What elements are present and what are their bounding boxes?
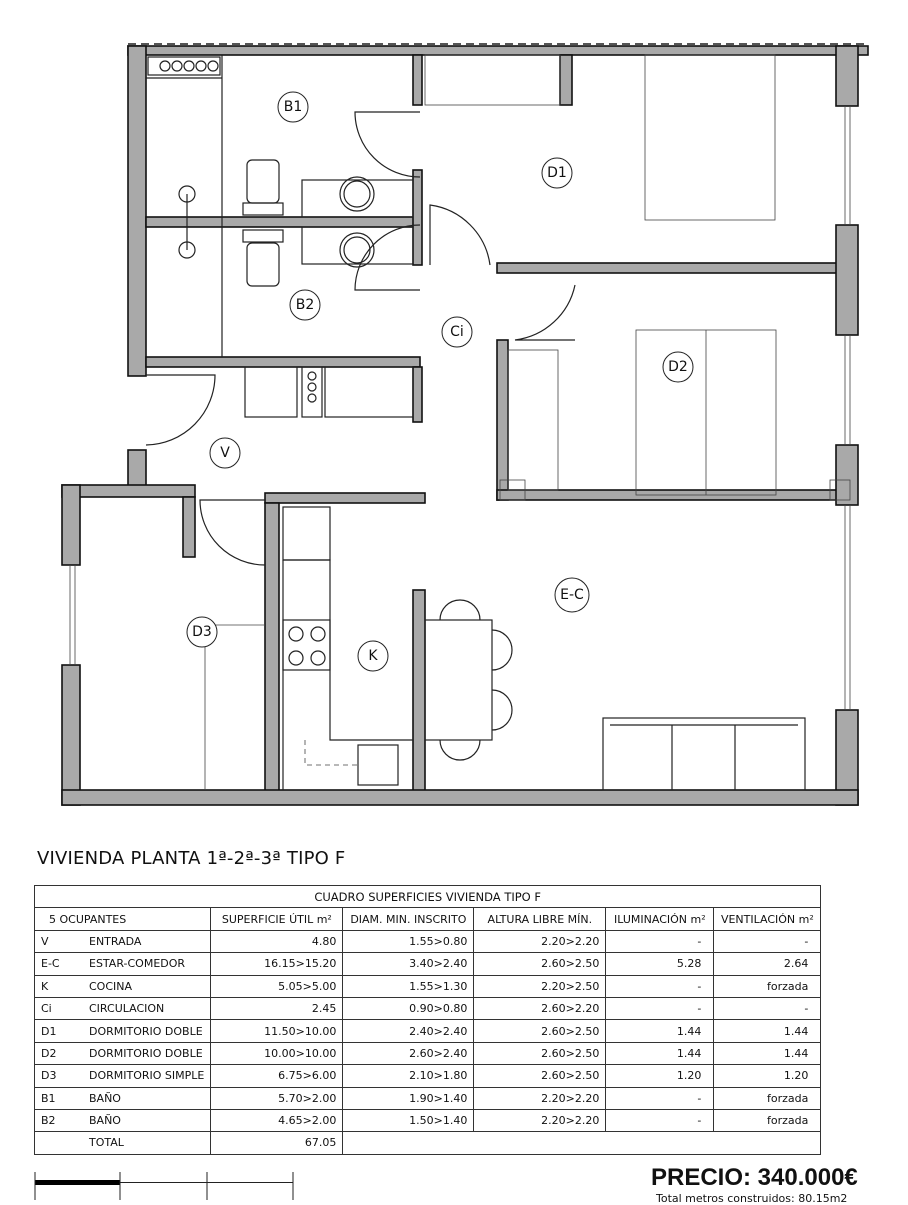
cell-vent: 1.44: [714, 1020, 821, 1042]
room-name: DORMITORIO DOBLE: [89, 1024, 203, 1038]
room-name: ENTRADA: [89, 934, 142, 948]
svg-text:D3: D3: [192, 624, 212, 640]
total-value: 67.05: [211, 1132, 343, 1154]
plan-title: VIVIENDA PLANTA 1ª-2ª-3ª TIPO F: [37, 848, 346, 869]
cell-vent: -: [714, 997, 821, 1019]
cell-alt: 2.60>2.50: [474, 953, 606, 975]
room-cell: [35, 930, 211, 952]
room-cell: [35, 1087, 211, 1109]
cell-ilum: -: [606, 975, 714, 997]
cell-diam: 3.40>2.40: [343, 953, 474, 975]
sofa: [603, 718, 805, 790]
cell-vent: 1.20: [714, 1065, 821, 1087]
cell-ilum: 1.20: [606, 1065, 714, 1087]
room-name: CIRCULACION: [89, 1002, 165, 1016]
cell-vent: forzada: [714, 1109, 821, 1131]
scale-bar: [30, 1168, 310, 1200]
table-total-row: [35, 1132, 821, 1154]
built-area: Total metros construidos: 80.15m2: [656, 1192, 848, 1205]
room-label-b1: [278, 92, 308, 122]
table-header: [35, 908, 821, 930]
cell-diam: 1.55>1.30: [343, 975, 474, 997]
table-row: [35, 1087, 821, 1109]
room-label-k: [358, 641, 388, 671]
cell-alt: 2.20>2.50: [474, 975, 606, 997]
cell-alt: 2.20>2.20: [474, 1109, 606, 1131]
room-code: E-C: [41, 957, 60, 971]
cell-ilum: 5.28: [606, 953, 714, 975]
column-header: ILUMINACIÓN m²: [606, 908, 714, 930]
cell-alt: 2.60>2.50: [474, 1042, 606, 1064]
svg-text:E-C: E-C: [560, 587, 584, 603]
table-row: [35, 1020, 821, 1042]
room-label-d3: [187, 617, 217, 647]
cell-sup: 10.00>10.00: [211, 1042, 343, 1064]
room-cell: [35, 1042, 211, 1064]
table-row: [35, 1065, 821, 1087]
svg-text:Ci: Ci: [450, 324, 464, 340]
column-header: 5 OCUPANTES: [35, 908, 211, 930]
table-row: [35, 930, 821, 952]
table-caption: CUADRO SUPERFICIES VIVIENDA TIPO F: [35, 886, 821, 908]
cell-sup: 4.80: [211, 930, 343, 952]
column-header: SUPERFICIE ÚTIL m²: [211, 908, 343, 930]
room-name: COCINA: [89, 979, 133, 993]
room-code: B1: [41, 1091, 56, 1105]
room-cell: [35, 953, 211, 975]
cell-alt: 2.20>2.20: [474, 930, 606, 952]
cell-ilum: -: [606, 1109, 714, 1131]
room-cell: [35, 997, 211, 1019]
room-label-d1: [542, 158, 572, 188]
cell-ilum: 1.44: [606, 1020, 714, 1042]
cell-vent: 2.64: [714, 953, 821, 975]
room-code: Ci: [41, 1002, 52, 1016]
room-cell: [35, 1065, 211, 1087]
cell-ilum: -: [606, 997, 714, 1019]
cell-ilum: 1.44: [606, 1042, 714, 1064]
cell-ilum: -: [606, 930, 714, 952]
surfaces-table: [34, 885, 821, 1155]
dining-table: [425, 600, 512, 760]
cell-sup: 16.15>15.20: [211, 953, 343, 975]
room-label-b2: [290, 290, 320, 320]
cell-sup: 4.65>2.00: [211, 1109, 343, 1131]
svg-text:V: V: [220, 445, 230, 461]
room-code: D1: [41, 1024, 57, 1038]
cell-alt: 2.60>2.50: [474, 1065, 606, 1087]
svg-text:B2: B2: [295, 297, 315, 313]
cell-sup: 2.45: [211, 997, 343, 1019]
table-row: [35, 1042, 821, 1064]
walls: [62, 46, 868, 805]
room-cell: [35, 1020, 211, 1042]
svg-text:K: K: [368, 648, 378, 664]
column-header: DIAM. MIN. INSCRITO: [343, 908, 474, 930]
cell-vent: 1.44: [714, 1042, 821, 1064]
cell-alt: 2.60>2.50: [474, 1020, 606, 1042]
cell-diam: 2.10>1.80: [343, 1065, 474, 1087]
cell-sup: 11.50>10.00: [211, 1020, 343, 1042]
column-header: ALTURA LIBRE MÍN.: [474, 908, 606, 930]
total-label: TOTAL: [89, 1136, 124, 1150]
room-label-d2: [663, 352, 693, 382]
cell-diam: 0.90>0.80: [343, 997, 474, 1019]
table-row: [35, 997, 821, 1019]
room-name: DORMITORIO SIMPLE: [89, 1069, 205, 1083]
room-cell: [35, 975, 211, 997]
cell-diam: 1.55>0.80: [343, 930, 474, 952]
room-code: D2: [41, 1046, 57, 1060]
cell-diam: 2.40>2.40: [343, 1020, 474, 1042]
cell-ilum: -: [606, 1087, 714, 1109]
room-label-ec: [555, 578, 589, 612]
cell-vent: forzada: [714, 975, 821, 997]
cell-sup: 5.70>2.00: [211, 1087, 343, 1109]
room-code: B2: [41, 1114, 56, 1128]
table-row: [35, 1109, 821, 1131]
room-name: BAÑO: [89, 1114, 121, 1128]
room-code: D3: [41, 1069, 57, 1083]
cell-diam: 1.90>1.40: [343, 1087, 474, 1109]
room-label-v: [210, 438, 240, 468]
cell-vent: forzada: [714, 1087, 821, 1109]
price: PRECIO: 340.000€: [651, 1164, 858, 1191]
svg-text:B1: B1: [283, 99, 303, 115]
room-name: BAÑO: [89, 1091, 121, 1105]
room-code: K: [41, 979, 49, 993]
room-label-ci: [442, 317, 472, 347]
column-header: VENTILACIÓN m²: [714, 908, 821, 930]
cell-alt: 2.60>2.20: [474, 997, 606, 1019]
table-row: [35, 953, 821, 975]
cell-alt: 2.20>2.20: [474, 1087, 606, 1109]
table-row: [35, 975, 821, 997]
svg-text:D1: D1: [547, 165, 567, 181]
cell-diam: 1.50>1.40: [343, 1109, 474, 1131]
room-name: ESTAR-COMEDOR: [89, 957, 186, 971]
svg-text:D2: D2: [668, 359, 688, 375]
room-name: DORMITORIO DOBLE: [89, 1046, 203, 1060]
room-code: V: [41, 934, 49, 948]
cell-vent: -: [714, 930, 821, 952]
room-cell: [35, 1109, 211, 1131]
cell-sup: 6.75>6.00: [211, 1065, 343, 1087]
cell-sup: 5.05>5.00: [211, 975, 343, 997]
cell-diam: 2.60>2.40: [343, 1042, 474, 1064]
